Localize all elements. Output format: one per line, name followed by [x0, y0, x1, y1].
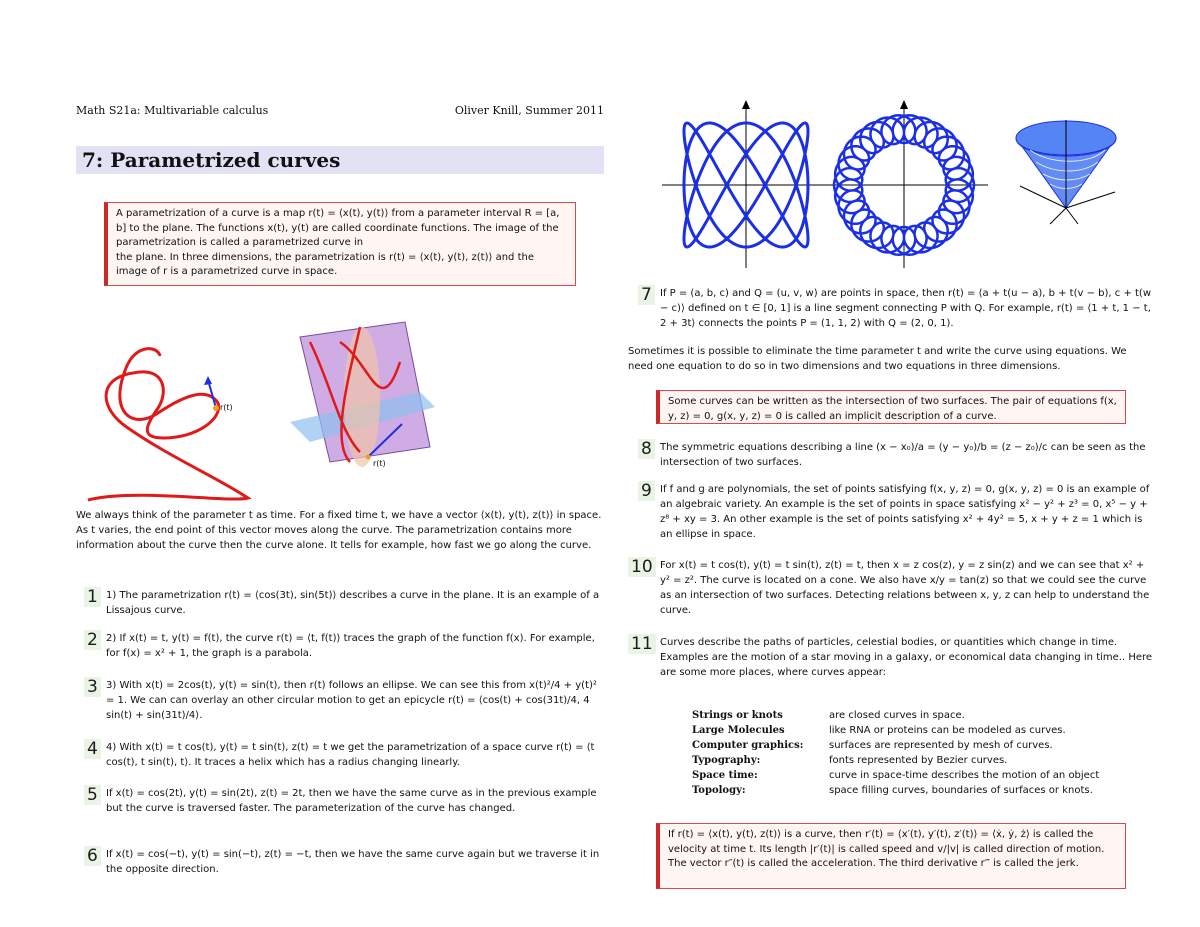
item-number: 9 [638, 481, 655, 501]
item-number: 1 [84, 587, 101, 607]
table-row [692, 709, 1132, 724]
table-value: fonts represented by Bezier curves. [829, 755, 1008, 766]
intro-paragraph: We always think of the parameter t as time. For a fixed time t, we have a vector ⟨x(t), y(t), z(t)⟩ in space. As t varies, the end point of this vector moves along the curve. The parametrization contains more information about the curve then the curve alone. It tells for example, how fast we go along the curve. [76, 510, 602, 551]
implicit-box [656, 390, 1126, 424]
axis-arrow-icon [900, 100, 908, 109]
item-number: 8 [638, 439, 655, 459]
item-text: Curves describe the paths of particles, celestial bodies, or quantities which change in time. Examples are the motion of a star moving in a galaxy, or economical data changing in time.. Here are some more places, where curves appear: [660, 637, 1153, 678]
cone-helix-figure [1010, 120, 1122, 225]
red-curve-figure [78, 338, 258, 508]
item-text: 2) If x(t) = t, y(t) = f(t), the curve r(t) = ⟨t, f(t)⟩ traces the graph of the function f(x). For example, for f(x) = x² + 1, the graph is a parabola. [106, 633, 595, 659]
item-number: 10 [628, 557, 656, 577]
table-key: Topology: [692, 785, 746, 796]
table-row [692, 754, 1132, 769]
implicit-text: Some curves can be written as the intersection of two surfaces. The pair of equations f(x, y, z) = 0, g(x, y, z) = 0 is called an implicit description of a curve. [668, 396, 1117, 422]
table-key: Computer graphics: [692, 740, 804, 751]
epicycle-figure [820, 100, 988, 270]
item-text: 4) With x(t) = t cos(t), y(t) = t sin(t), z(t) = t we get the parametrization of a space curve r(t) = ⟨t cos(t), t sin(t), t⟩. It traces a helix which has a radius changing linearly. [106, 742, 595, 768]
table-key: Typography: [692, 755, 761, 766]
item-number: 7 [638, 285, 655, 305]
item-text: The symmetric equations describing a line (x − x₀)/a = (y − y₀)/b = (z − z₀)/c can be seen as the intersection of two surfaces. [660, 442, 1146, 468]
velocity-text: If r(t) = ⟨x(t), y(t), z(t)⟩ is a curve, then r′(t) = ⟨x′(t), y′(t), z′(t)⟩ = ⟨ẋ, ẏ, ż⟩ is called the velocity at time t. Its length |r′(t)| is called speed and v/|v| is called direction of motion. The vector r″(t) is called the acceleration. The third derivative r‴ is called the jerk. [668, 829, 1105, 869]
table-value: are closed curves in space. [829, 710, 965, 721]
author-header: Oliver Knill, Summer 2011 [454, 104, 604, 117]
red-curve [88, 349, 248, 500]
velocity-box [656, 823, 1126, 889]
table-row [692, 724, 1132, 739]
axis-arrow-icon [742, 100, 750, 109]
item-text: For x(t) = t cos(t), y(t) = t sin(t), z(t) = t, then x = z cos(z), y = z sin(z) and we can see that x² + y² = z². The curve is located on a cone. We also have x/y = tan(z) so that we could see the curve as an intersection of two surfaces. Detecting relations between x, y, z can help to understand the curve. [660, 560, 1150, 616]
item-text: 3) With x(t) = 2cos(t), y(t) = sin(t), then r(t) follows an ellipse. We can see this from x(t)²/4 + y(t)² = 1. We can can overlay an other circular motion to get an epicycle r(t) = ⟨cos(t) + cos(31t)/4, 4 sin(t) + sin(31t)/4⟩. [106, 680, 597, 721]
item-text: If P = (a, b, c) and Q = (u, v, w) are points in space, then r(t) = ⟨a + t(u − a), b + t(v − b), c + t(w − c)⟩ defined on t ∈ [0, 1] is a line segment connecting P with Q. For example, r(t) = ⟨1 + t, 1 − t, 2 + 3t⟩ connects the points P = (1, 1, 2) with Q = (2, 0, 1). [660, 288, 1151, 329]
item-number: 5 [84, 785, 101, 805]
item-text: 1) The parametrization r(t) = ⟨cos(3t), sin(5t)⟩ describes a curve in the plane. It is an example of a Lissajous curve. [106, 590, 600, 616]
table-value: like RNA or proteins can be modeled as curves. [829, 725, 1066, 736]
curve-point [213, 405, 219, 411]
table-value: space filling curves, boundaries of surfaces or knots. [829, 785, 1093, 796]
arrow-head-icon [204, 376, 212, 385]
item-text: If f and g are polynomials, the set of points satisfying f(x, y, z) = 0, g(x, y, z) = 0 is an example of an algebraic variety. An example is the set of points in space satisfying x² − y² + z³ = 0, x⁵ − y + z⁸ + xy = 3. An other example is the set of points satisfying x² + 4y² = 5, x + y + z = 1 which is an ellipse in space. [660, 484, 1150, 540]
figure-label-right: r(t) [373, 459, 386, 468]
page-title: 7: Parametrized curves [82, 148, 341, 172]
table-row [692, 739, 1132, 754]
title-bar [76, 146, 604, 174]
item-number: 6 [84, 846, 101, 866]
item-number: 4 [84, 739, 101, 759]
table-value: surfaces are represented by mesh of curves. [829, 740, 1053, 751]
item-number: 2 [84, 630, 101, 650]
lissajous-figure [662, 100, 830, 270]
figure-label-left: r(t) [220, 403, 233, 412]
item-number: 11 [628, 634, 656, 654]
surfaces-figure [290, 322, 440, 472]
table-key: Strings or knots [692, 710, 783, 721]
table-value: curve in space-time describes the motion of an object [829, 770, 1100, 781]
applications-table [692, 709, 1132, 799]
table-row [692, 784, 1132, 799]
definition-box [104, 202, 576, 286]
item-text: If x(t) = cos(2t), y(t) = sin(2t), z(t) = 2t, then we have the same curve as in the previous example but the curve is traversed faster. The parameterization of the curve has changed. [106, 788, 597, 814]
cylinder-surface [344, 327, 380, 467]
definition-text-1: A parametrization of a curve is a map r(t) = ⟨x(t), y(t)⟩ from a parameter interval R = [a, b] to the plane. The functions x(t), y(t) are called coordinate functions. The image of the parametrization is called a parametrized curve in [116, 208, 560, 248]
table-key: Large Molecules [692, 725, 785, 736]
surface-point [366, 455, 371, 460]
item-number: 3 [84, 677, 101, 697]
definition-text-2: the plane. In three dimensions, the parametrization is r(t) = ⟨x(t), y(t), z(t)⟩ and the image of r is a parametrized curve in space. [116, 251, 534, 277]
course-header: Math S21a: Multivariable calculus [76, 104, 269, 117]
table-row [692, 769, 1132, 784]
item-text: If x(t) = cos(−t), y(t) = sin(−t), z(t) = −t, then we have the same curve again but we traverse it in the opposite direction. [106, 849, 600, 875]
eliminate-paragraph: Sometimes it is possible to eliminate the time parameter t and write the curve using equations. We need one equation to do so in two dimensions and two equations in three dimensions. [628, 346, 1127, 372]
table-key: Space time: [692, 770, 758, 781]
